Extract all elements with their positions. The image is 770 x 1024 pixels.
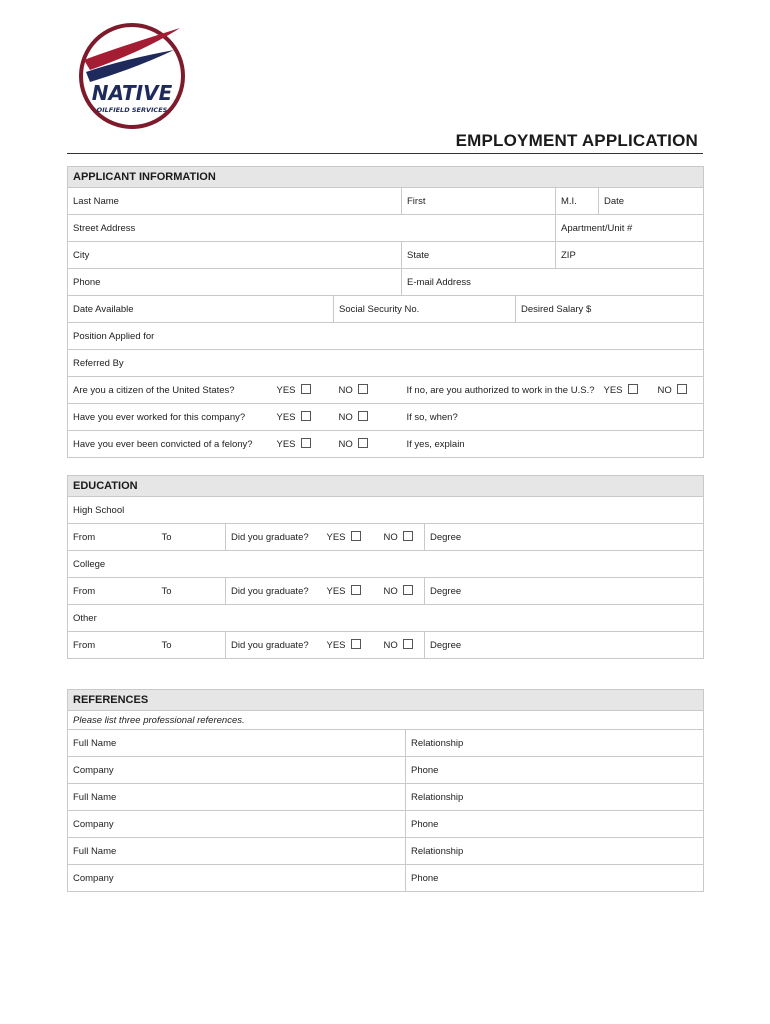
education-section: [67, 475, 704, 659]
date-available-field[interactable]: Date Available: [68, 296, 334, 323]
worked-no-option[interactable]: [334, 404, 402, 431]
city-field[interactable]: City: [68, 242, 402, 269]
authorized-no-option[interactable]: [653, 377, 704, 404]
reference-row: [68, 811, 704, 838]
other-yes-label: YES: [326, 640, 346, 651]
first-name-field[interactable]: First: [402, 188, 556, 215]
section-header-references: REFERENCES: [68, 690, 704, 711]
title-divider: [67, 153, 703, 154]
authorized-yes-label: YES: [603, 385, 623, 396]
college-yes-label: YES: [326, 586, 346, 597]
college-from-field[interactable]: From: [68, 578, 157, 605]
college-no-label: NO: [383, 586, 398, 597]
date-field[interactable]: Date: [599, 188, 704, 215]
hs-yes-label: YES: [326, 532, 346, 543]
reference-row: [68, 784, 704, 811]
ref3-relationship-field[interactable]: Relationship: [406, 838, 704, 865]
other-no-label: NO: [383, 640, 398, 651]
page-title: EMPLOYMENT APPLICATION: [455, 131, 698, 150]
other-from-field[interactable]: From: [68, 632, 157, 659]
native-oilfield-logo: [76, 20, 188, 132]
apartment-unit-field[interactable]: Apartment/Unit #: [556, 215, 704, 242]
college-yes-option[interactable]: [322, 578, 379, 605]
citizen-no-checkbox[interactable]: [358, 384, 368, 394]
other-details-row: [68, 632, 704, 659]
ref3-full-name-field[interactable]: Full Name: [68, 838, 406, 865]
worked-yes-checkbox[interactable]: [301, 411, 311, 421]
authorized-no-checkbox[interactable]: [677, 384, 687, 394]
college-no-checkbox[interactable]: [403, 585, 413, 595]
desired-salary-field[interactable]: Desired Salary $: [516, 296, 704, 323]
hs-degree-field[interactable]: Degree: [425, 524, 704, 551]
middle-initial-field[interactable]: M.I.: [556, 188, 599, 215]
references-instruction: Please list three professional references.: [68, 711, 704, 730]
authorized-yes-option[interactable]: [599, 377, 653, 404]
college-to-field[interactable]: To: [157, 578, 226, 605]
phone-field[interactable]: Phone: [68, 269, 402, 296]
citizen-yes-label: YES: [276, 385, 296, 396]
ref2-phone-field[interactable]: Phone: [406, 811, 704, 838]
citizen-question: Are you a citizen of the United States?: [68, 377, 272, 404]
worked-when-field[interactable]: If so, when?: [402, 404, 704, 431]
ref1-company-field[interactable]: Company: [68, 757, 406, 784]
felony-no-option[interactable]: [334, 431, 402, 458]
hs-yes-option[interactable]: [322, 524, 379, 551]
reference-row: [68, 865, 704, 892]
hs-to-field[interactable]: To: [157, 524, 226, 551]
reference-row: [68, 838, 704, 865]
felony-no-label: NO: [338, 439, 353, 450]
authorized-question: If no, are you authorized to work in the U.S.?: [402, 377, 599, 404]
worked-yes-label: YES: [276, 412, 296, 423]
citizen-no-label: NO: [338, 385, 353, 396]
hs-no-option[interactable]: [379, 524, 425, 551]
ref2-company-field[interactable]: Company: [68, 811, 406, 838]
position-applied-field[interactable]: Position Applied for: [68, 323, 704, 350]
last-name-field[interactable]: Last Name: [68, 188, 402, 215]
ref3-company-field[interactable]: Company: [68, 865, 406, 892]
citizen-no-option[interactable]: [334, 377, 402, 404]
felony-explain-field[interactable]: If yes, explain: [402, 431, 704, 458]
college-details-row: [68, 578, 704, 605]
worked-question: Have you ever worked for this company?: [68, 404, 272, 431]
felony-question: Have you ever been convicted of a felony?: [68, 431, 272, 458]
reference-row: [68, 730, 704, 757]
college-degree-field[interactable]: Degree: [425, 578, 704, 605]
college-graduate-question: Did you graduate?: [226, 578, 322, 605]
high-school-field[interactable]: High School: [68, 497, 704, 524]
felony-yes-label: YES: [276, 439, 296, 450]
svg-text:NATIVE: NATIVE: [91, 81, 173, 105]
email-field[interactable]: E-mail Address: [402, 269, 704, 296]
authorized-no-label: NO: [657, 385, 672, 396]
felony-yes-option[interactable]: [272, 431, 334, 458]
other-no-checkbox[interactable]: [403, 639, 413, 649]
ref1-full-name-field[interactable]: Full Name: [68, 730, 406, 757]
section-header-applicant: APPLICANT INFORMATION: [68, 167, 704, 188]
other-degree-field[interactable]: Degree: [425, 632, 704, 659]
section-header-education: EDUCATION: [68, 476, 704, 497]
other-yes-option[interactable]: [322, 632, 379, 659]
college-no-option[interactable]: [379, 578, 425, 605]
hs-from-field[interactable]: From: [68, 524, 157, 551]
hs-no-label: NO: [383, 532, 398, 543]
worked-question-row: [68, 404, 704, 431]
ref1-relationship-field[interactable]: Relationship: [406, 730, 704, 757]
svg-text:OILFIELD SERVICES: OILFIELD SERVICES: [96, 106, 168, 114]
worked-no-label: NO: [338, 412, 353, 423]
worked-no-checkbox[interactable]: [358, 411, 368, 421]
other-education-field[interactable]: Other: [68, 605, 704, 632]
reference-row: [68, 757, 704, 784]
other-to-field[interactable]: To: [157, 632, 226, 659]
hs-graduate-question: Did you graduate?: [226, 524, 322, 551]
street-address-field[interactable]: Street Address: [68, 215, 556, 242]
other-yes-checkbox[interactable]: [351, 639, 361, 649]
high-school-details-row: [68, 524, 704, 551]
hs-yes-checkbox[interactable]: [351, 531, 361, 541]
ssn-field[interactable]: Social Security No.: [334, 296, 516, 323]
felony-no-checkbox[interactable]: [358, 438, 368, 448]
other-graduate-question: Did you graduate?: [226, 632, 322, 659]
state-field[interactable]: State: [402, 242, 556, 269]
applicant-information-section: [67, 166, 704, 458]
zip-field[interactable]: ZIP: [556, 242, 704, 269]
authorized-yes-checkbox[interactable]: [628, 384, 638, 394]
referred-by-field[interactable]: Referred By: [68, 350, 704, 377]
felony-question-row: [68, 431, 704, 458]
college-yes-checkbox[interactable]: [351, 585, 361, 595]
references-section: [67, 689, 704, 892]
ref2-relationship-field[interactable]: Relationship: [406, 784, 704, 811]
ref1-phone-field[interactable]: Phone: [406, 757, 704, 784]
ref2-full-name-field[interactable]: Full Name: [68, 784, 406, 811]
citizen-question-row: [68, 377, 704, 404]
citizen-yes-checkbox[interactable]: [301, 384, 311, 394]
college-field[interactable]: College: [68, 551, 704, 578]
felony-yes-checkbox[interactable]: [301, 438, 311, 448]
ref3-phone-field[interactable]: Phone: [406, 865, 704, 892]
worked-yes-option[interactable]: [272, 404, 334, 431]
citizen-yes-option[interactable]: [272, 377, 334, 404]
hs-no-checkbox[interactable]: [403, 531, 413, 541]
other-no-option[interactable]: [379, 632, 425, 659]
